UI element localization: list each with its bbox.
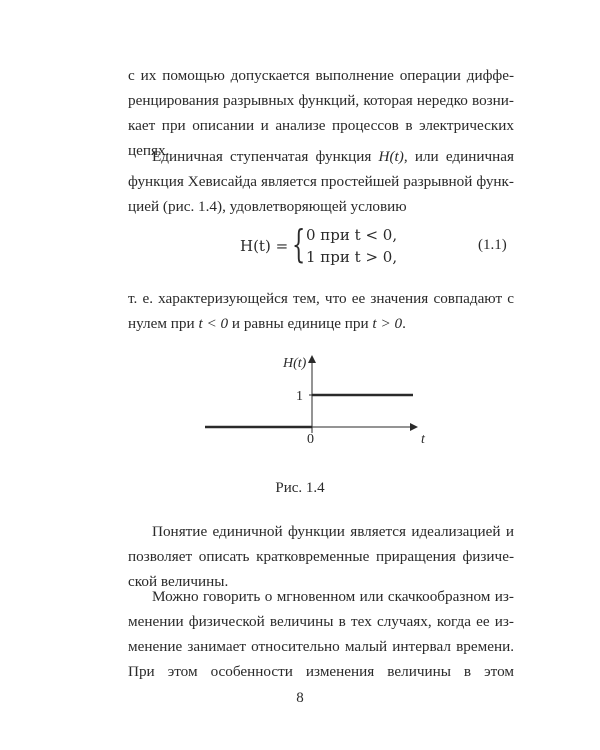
text-line	[128, 311, 514, 336]
text-line: позволяет описать кратковременные приращения физиче-	[128, 548, 514, 565]
paragraph-heaviside-definition	[128, 144, 514, 219]
text-line: функция Хевисайда является простейшей разрывной функ-	[128, 173, 514, 190]
paragraph-instant-change	[128, 584, 514, 684]
text-line: менение занимает относительно малый интервал времени.	[128, 638, 514, 655]
text-line: Можно говорить о мгновенном или скачкообразном из-	[152, 588, 514, 605]
paragraph-idealization	[128, 519, 514, 594]
text-line: Понятие единичной функции является идеализацией и	[152, 523, 514, 540]
formula-brace: {	[292, 222, 306, 266]
text-line: т. е. характеризующейся тем, что ее значения совпадают с	[128, 290, 514, 307]
heaviside-step-chart	[195, 348, 435, 448]
series-layer	[205, 395, 413, 427]
page-number: 8	[296, 690, 304, 706]
text-line: кает при описании и анализе процессов в электрических	[128, 117, 514, 134]
text-line: При этом особенности изменения величины в этом	[128, 663, 514, 680]
equation-number: (1.1)	[478, 237, 507, 253]
text-fragment: и равны единице при	[228, 315, 373, 332]
text-fragment: .	[402, 315, 406, 332]
text-line	[128, 144, 514, 169]
text-line: ренцирования разрывных функций, которая нередко возни-	[128, 92, 514, 109]
formula-case-1: 0 при t < 0,	[306, 226, 398, 244]
condition-positive: t > 0	[372, 315, 403, 332]
text-line: менении физической величины в тех случаях, когда ее из-	[128, 613, 514, 630]
text-line: цией (рис. 1.4), удовлетворяющей условию	[128, 198, 407, 215]
paragraph-characterization	[128, 286, 514, 336]
condition-negative: t < 0	[198, 315, 229, 332]
text-line: с их помощью допускается выполнение операции диффе-	[128, 67, 514, 84]
y-tick-label: 1	[296, 389, 303, 404]
text-fragment: Единичная ступенчатая функция	[152, 148, 379, 165]
formula-lhs: H(t) =	[240, 237, 289, 255]
figure-caption: Рис. 1.4	[275, 480, 325, 496]
text-fragment: нулем при	[128, 315, 199, 332]
formula-heaviside	[240, 224, 400, 272]
text-line: ской величины.	[128, 573, 229, 590]
text-line: цепях.	[128, 142, 170, 159]
origin-label: 0	[307, 432, 314, 447]
text-fragment: , или единичная	[403, 148, 514, 165]
formula-case-2: 1 при t > 0,	[306, 248, 398, 266]
x-axis-label: t	[421, 432, 425, 447]
function-symbol: H(t)	[378, 148, 404, 165]
y-axis-label: H(t)	[283, 356, 307, 371]
